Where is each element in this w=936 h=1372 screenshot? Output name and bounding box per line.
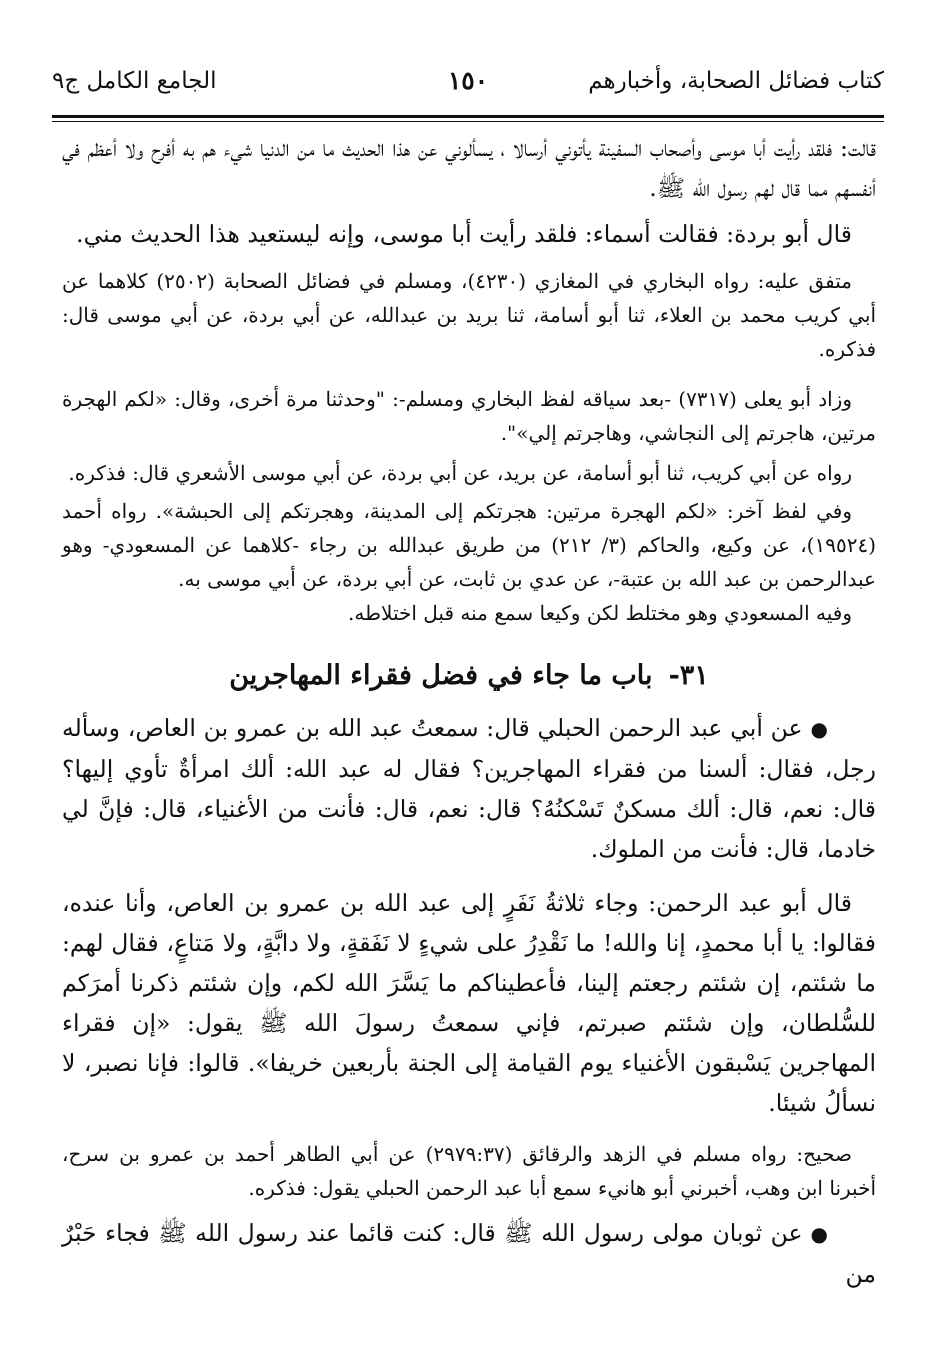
footnote-paragraph: صحيح: رواه مسلم في الزهد والرقائق (٢٩٧٩:٣٧) عن أبي الطاهر أحمد بن عمرو بن سرح، أخبرنا ابن وهب، أخبرني أبو هانيء سمع أبا عبد الرحمن الحبلي يقول: فذكره. <box>62 1142 876 1200</box>
hadith-paragraph <box>62 1213 876 1294</box>
footnote-paragraph: وفي لفظ آخر: «لكم الهجرة مرتين: هجرتكم إلى المدينة، وهجرتكم إلى الحبشة». رواه أحمد (١٩٥٢٤)، عن وكيع، والحاكم (٣/ ٢١٢) من طريق عبدالله بن رجاء -كلاهما عن المسعودي- وهو عبدالرحمن بن عبد الله بن عتبة-، عن عدي بن ثابت، عن أبي بردة، عن أبي موسى به. <box>62 499 876 591</box>
bullet-icon: ● <box>810 717 828 741</box>
footnote-paragraph: وزاد أبو يعلى (٧٣١٧) -بعد سياقه لفظ البخاري ومسلم-: "وحدثنا مرة أخرى، وقال: «لكم الهجرة مرتين، هاجرتم إلى النجاشي، وهاجرتم إلي»". <box>62 387 876 445</box>
header-rule-thin <box>52 121 884 122</box>
paragraph: قال أبو بردة: فقالت أسماء: فلقد رأيت أبا موسى، وإنه ليستعيد هذا الحديث مني. <box>76 220 852 248</box>
page-header <box>52 62 884 102</box>
hadith-paragraph <box>62 708 876 869</box>
footnote-paragraph: رواه عن أبي كريب، ثنا أبو أسامة، عن بريد، عن أبي بردة، عن أبي موسى الأشعري قال: فذكره. <box>68 461 852 485</box>
chapter-heading <box>62 656 876 696</box>
page-content <box>62 128 876 1294</box>
chapter-number: ٣١- <box>668 660 709 691</box>
header-rule-thick <box>52 115 884 118</box>
footnote-paragraph: متفق عليه: رواه البخاري في المغازي (٤٢٣٠)، ومسلم في فضائل الصحابة (٢٥٠٢) كلاهما عن أبي كريب محمد بن العلاء، ثنا أبو أسامة، ثنا بريد بن عبدالله، عن أبي بردة، عن أبي موسى قال: فذكره. <box>62 269 876 361</box>
chapter-title: باب ما جاء في فضل فقراء المهاجرين <box>229 660 653 691</box>
footnote-paragraph: وفيه المسعودي وهو مختلط لكن وكيعا سمع منه قبل اختلاطه. <box>348 601 852 625</box>
book-title: كتاب فضائل الصحابة، وأخبارهم <box>588 68 884 94</box>
hadith-text: عن أبي عبد الرحمن الحبلي قال: سمعتُ عبد الله بن عمرو بن العاص، وسأله رجل، فقال: ألسنا من فقراء المهاجرين؟ فقال له عبد الله: ألك امرأةٌ تأوي إليها؟ قال: نعم، قال: ألك مسكنٌ تَسْكنُهُ؟ قال: نعم، قال: فأنت من الأغنياء، قال: فإنَّ لي خادما، قال: فأنت من الملوك. <box>62 714 876 863</box>
series-title: الجامع الكامل ج٩ <box>52 68 217 94</box>
hadith-continuation: قال أبو عبد الرحمن: وجاء ثلاثةُ نَفَرٍ إلى عبد الله بن عمرو بن العاص، وأنا عنده، فقالوا: يا أبا محمدٍ، إنا والله! ما نَقْدِرُ على شيءٍ لا نَفَقةٍ، ولا دابَّةٍ، ولا مَتاعٍ، فقال لهم: ما شئتم، إن شئتم رجعتم إلينا، فأعطيناكم ما يَسَّرَ الله لكم، وإن شئتم ذكرنا أمرَكم للسُّلطان، وإن شئتم صبرتم، فإني سمعتُ رسولَ الله ﷺ يقول: «إن فقراء المهاجرين يَسْبقون الأغنياء يوم القيامة إلى الجنة بأربعين خريفا». قالوا: فإنا نصبر، لا نسألُ شيئا. <box>62 889 876 1117</box>
hadith-text: عن ثوبان مولى رسول الله ﷺ قال: كنت قائما عند رسول الله ﷺ فجاء حَبْرٌ من <box>62 1219 876 1288</box>
paragraph: قالت: فلقد رأيت أبا موسى وأصحاب السفينة يأتوني أرسالا ، يسألوني عن هذا الحديث ما من الدنيا شيء هم به أفرح ولا أعظم في أنفسهم مما قال لهم رسول الله ﷺ. <box>62 134 876 202</box>
page-number: ١٥٠ <box>447 66 489 95</box>
bullet-icon: ● <box>810 1222 828 1246</box>
